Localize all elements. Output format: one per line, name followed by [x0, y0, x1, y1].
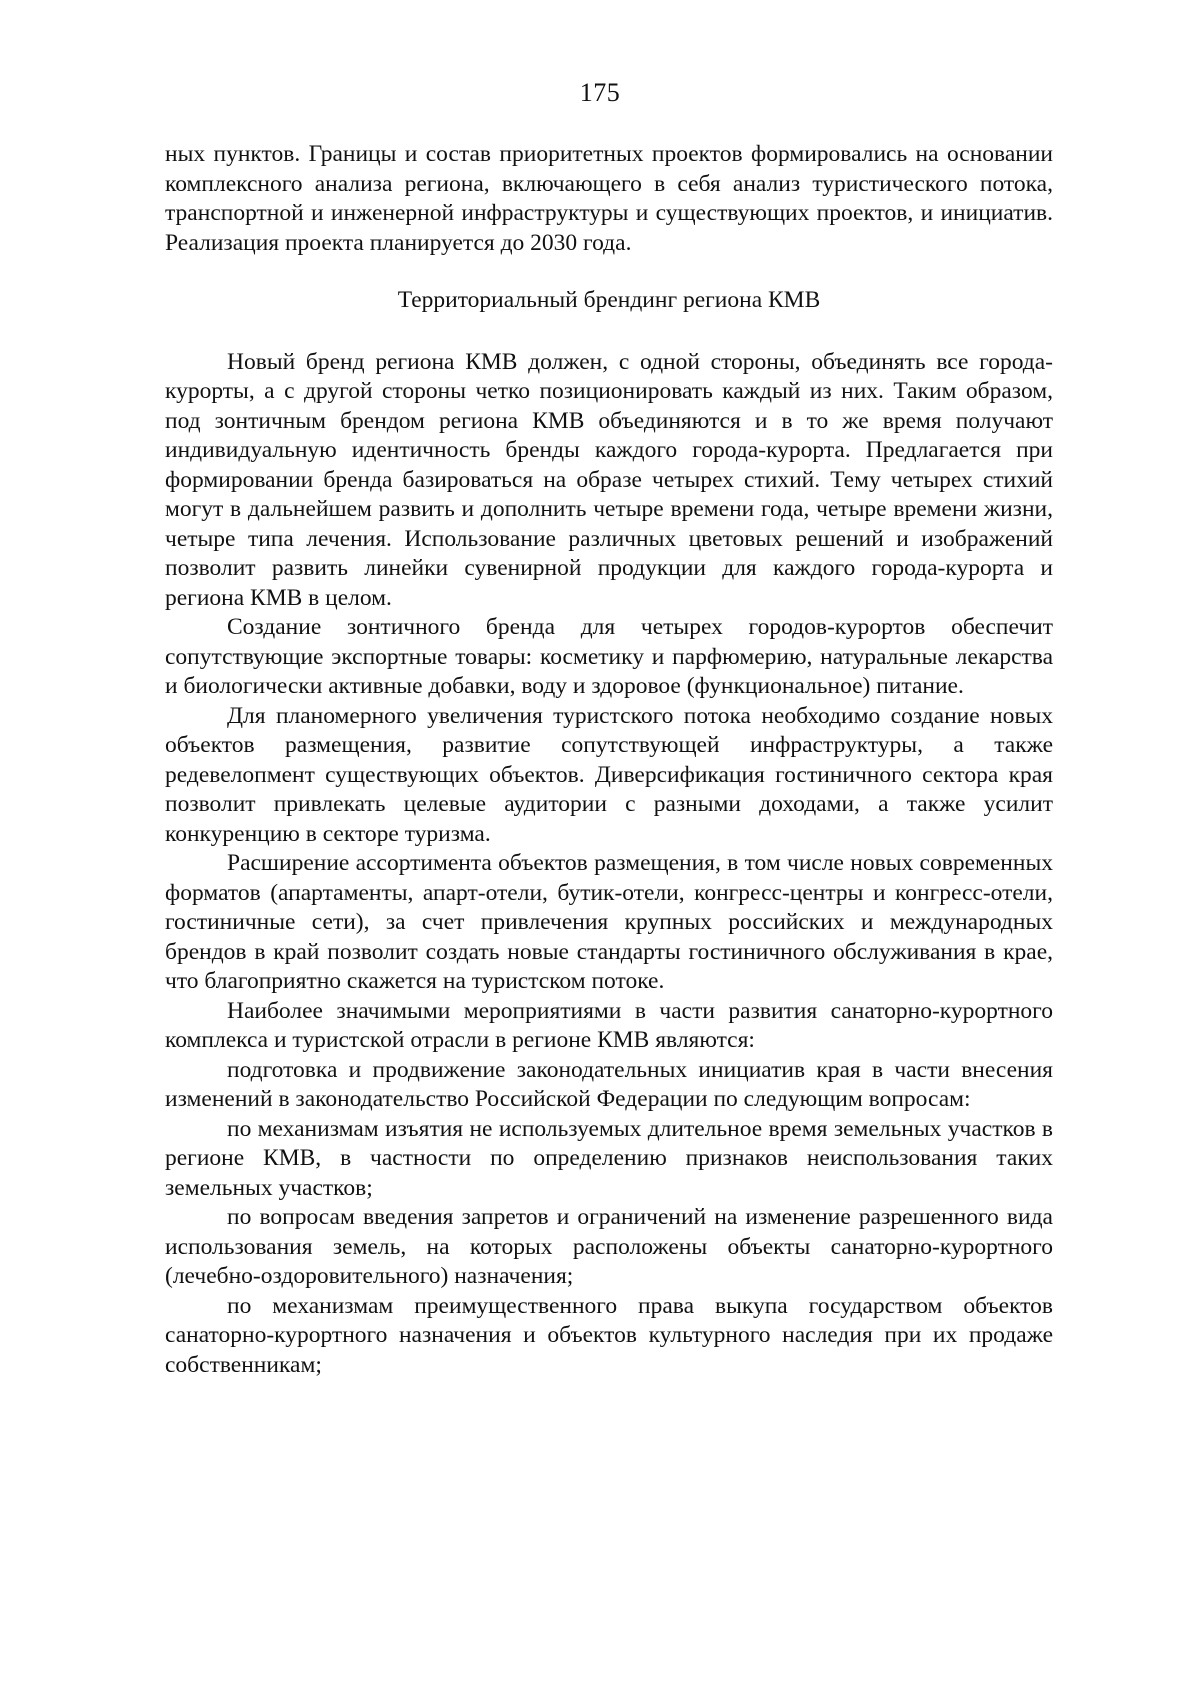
- paragraph: Новый бренд региона КМВ должен, с одной стороны, объединять все города-курорты, а с другой стороны четко позиционировать каждый из них. Таким образом, под зонтичным брендом региона КМВ объединяются и в то же время получают индивидуальную идентичность бренды каждого города-курорта. Предлагается при формировании бренда базироваться на образе четырех стихий. Тему четырех стихий могут в дальнейшем развить и дополнить четыре времени года, четыре времени жизни, четыре типа лечения. Использование различных цветовых решений и изображений позволит развить линейки сувенирной продукции для каждого города-курорта и региона КМВ в целом.: [165, 348, 1053, 611]
- paragraph: Наиболее значимыми мероприятиями в части развития санаторно-курортного комплекса и туристской отрасли в регионе КМВ являются:: [165, 997, 1053, 1053]
- list-item: по механизмам преимущественного права выкупа государством объектов санаторно-курортного назначения и объектов культурного наследия при их продаже собственникам;: [165, 1292, 1053, 1378]
- page-number: 175: [579, 78, 621, 107]
- list-intro: подготовка и продвижение законодательных инициатив края в части внесения изменений в законодательство Российской Федерации по следующим вопросам:: [165, 1056, 1053, 1112]
- paragraph: Создание зонтичного бренда для четырех городов-курортов обеспечит сопутствующие экспортные товары: косметику и парфюмерию, натуральные лекарства и биологически активные добавки, воду и здоровое (функциональное) питание.: [165, 614, 1053, 699]
- document-body: [165, 140, 1053, 1380]
- paragraph: Для планомерного увеличения туристского потока необходимо создание новых объектов размещения, развитие сопутствующей инфраструктуры, а также редевелопмент существующих объектов. Диверсификация гостиничного сектора края позволит привлекать целевые аудитории с разными доходами, а также усилит конкуренцию в секторе туризма.: [165, 702, 1053, 847]
- paragraph-continuation: ных пунктов. Границы и состав приоритетных проектов формировались на основании комплексного анализа региона, включающего в себя анализ туристического потока, транспортной и инженерной инфраструктуры и существующих проектов, и инициатив. Реализация проекта планируется до 2030 года.: [165, 141, 1053, 256]
- section-heading: Территориальный брендинг региона КМВ: [397, 287, 821, 313]
- list-item: по механизмам изъятия не используемых длительное время земельных участков в регионе КМВ, в частности по определению признаков неиспользования таких земельных участков;: [165, 1115, 1053, 1201]
- paragraph: Расширение ассортимента объектов размещения, в том числе новых современных форматов (апартаменты, апарт-отели, бутик-отели, конгресс-центры и конгресс-отели, гостиничные сети), за счет привлечения крупных российских и международных брендов в край позволит создать новые стандарты гостиничного обслуживания в крае, что благоприятно скажется на туристском потоке.: [165, 850, 1053, 994]
- list-item: по вопросам введения запретов и ограничений на изменение разрешенного вида использования земель, на которых расположены объекты санаторно-курортного (лечебно-оздоровительного) назначения;: [165, 1204, 1053, 1289]
